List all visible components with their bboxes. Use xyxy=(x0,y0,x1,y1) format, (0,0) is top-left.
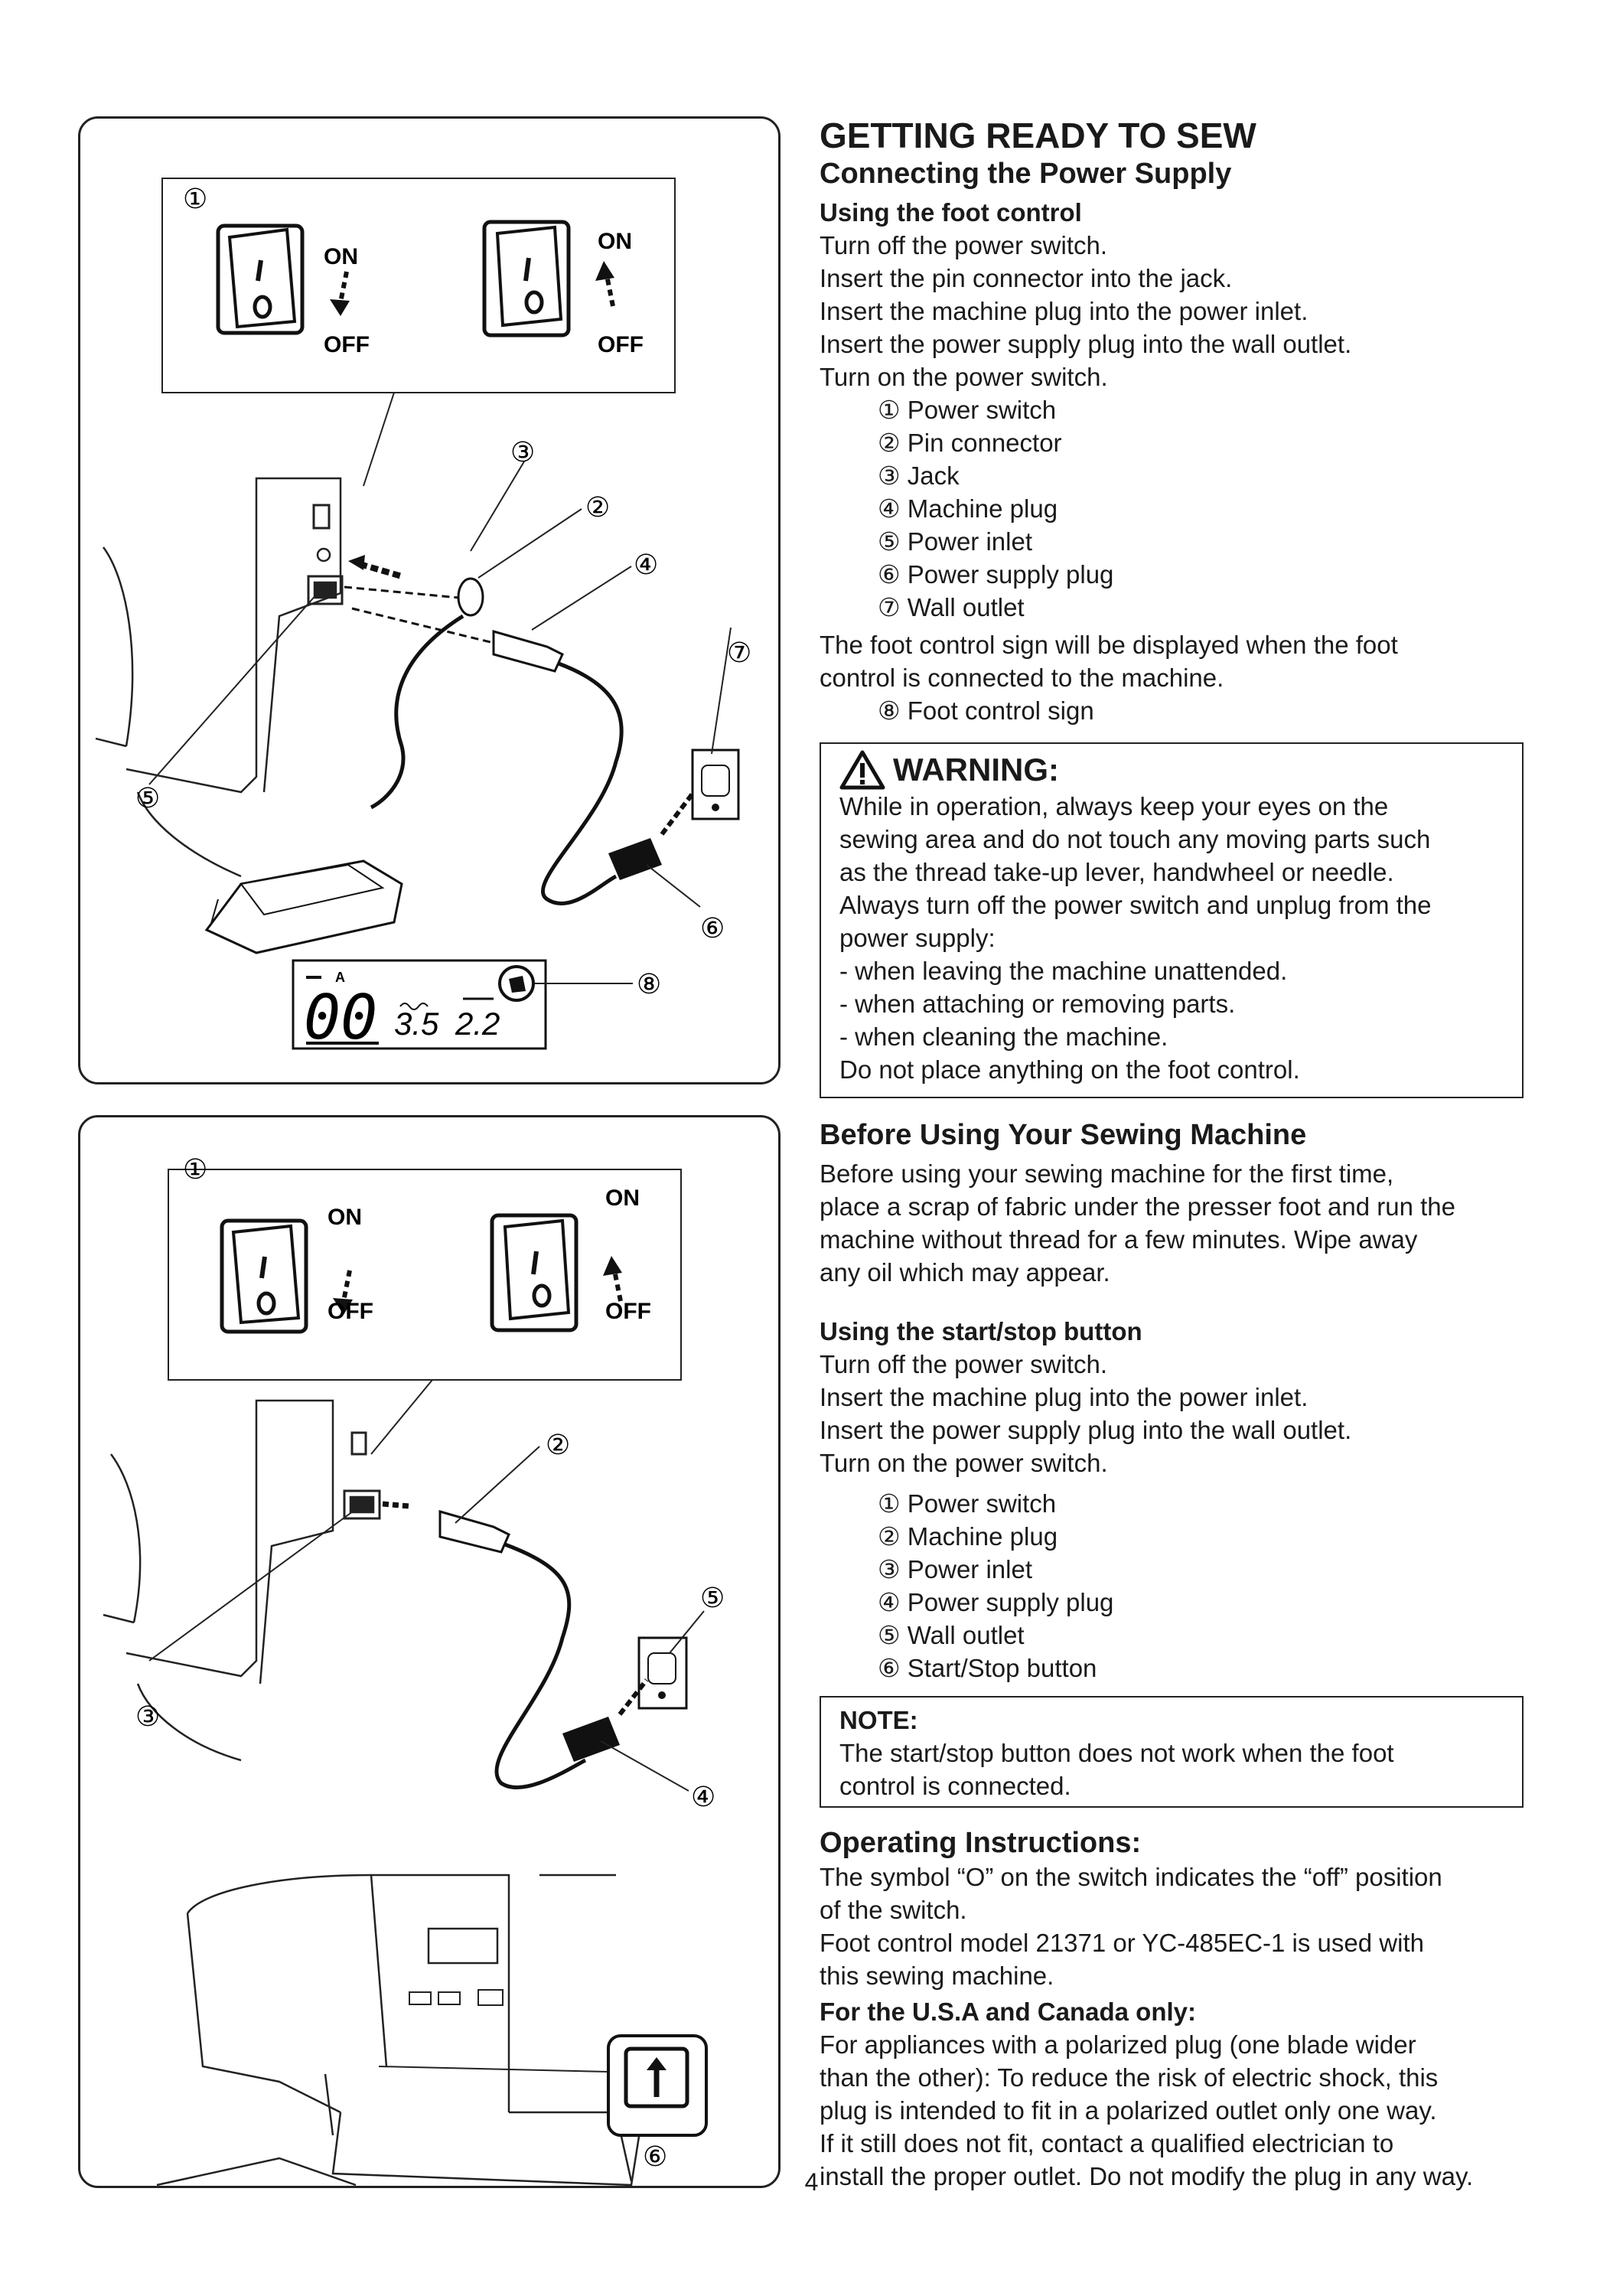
label-6: ⑥ xyxy=(700,913,725,944)
part-item: ③ Jack xyxy=(878,461,960,490)
step: Insert the power supply plug into the wall outlet. xyxy=(820,1416,1352,1444)
before-using-line: Before using your sewing machine for the first time, xyxy=(820,1159,1394,1188)
warning-box xyxy=(820,742,1524,1098)
step: Turn off the power switch. xyxy=(820,1350,1108,1378)
before-using-line: any oil which may appear. xyxy=(820,1258,1110,1287)
power-switch-on-icon xyxy=(484,222,614,335)
warning-line: While in operation, always keep your eyes on the xyxy=(839,792,1389,820)
part-item: ① Power switch xyxy=(878,1489,1057,1518)
fig2-switch-off: OFF xyxy=(328,1299,373,1324)
pin-connector-icon xyxy=(344,579,483,615)
label-8: ⑧ xyxy=(637,969,662,1000)
fig2-label-3: ③ xyxy=(135,1701,161,1733)
label-3: ③ xyxy=(510,437,536,468)
fig2-label-2: ② xyxy=(546,1430,571,1461)
operating-line: of the switch. xyxy=(820,1896,967,1924)
fig2-switch-on: ON xyxy=(328,1205,362,1230)
switch-off-label-2: OFF xyxy=(598,332,644,357)
lcd-mode-label: A xyxy=(335,970,345,985)
part-item: ② Pin connector xyxy=(878,429,1062,457)
part-item: ③ Power inlet xyxy=(878,1555,1032,1583)
operating-line: this sewing machine. xyxy=(820,1962,1054,1990)
before-using-line: machine without thread for a few minutes. Wipe away xyxy=(820,1225,1418,1254)
warning-line: Always turn off the power switch and unplug from the xyxy=(839,891,1432,919)
operating-section xyxy=(820,1825,1585,2193)
power-switch-off-icon xyxy=(218,226,350,333)
warning-line: power supply: xyxy=(839,924,996,952)
part-item: ② Machine plug xyxy=(878,1522,1058,1551)
operating-line: Foot control model 21371 or YC-485EC-1 is used with xyxy=(820,1929,1424,1957)
step: Turn off the power switch. xyxy=(820,231,1108,259)
step: Turn on the power switch. xyxy=(820,1449,1108,1477)
page-title: GETTING READY TO SEW xyxy=(820,116,1256,155)
sign-note: The foot control sign will be displayed when the foot xyxy=(820,631,1398,659)
note-box xyxy=(820,1696,1524,1808)
usa-line: than the other): To reduce the risk of electric shock, this xyxy=(820,2063,1439,2092)
power-supply-plug-icon-2 xyxy=(562,1680,647,1762)
fig2-switch-on-2: ON xyxy=(605,1186,640,1211)
fig2-switch-off-2: OFF xyxy=(605,1299,651,1324)
warning-title-text: WARNING: xyxy=(893,752,1059,788)
note-line: control is connected. xyxy=(839,1772,1071,1800)
fig2-label-4: ④ xyxy=(691,1782,716,1813)
switch-on-label: ON xyxy=(324,244,358,269)
warning-line: - when leaving the machine unattended. xyxy=(839,957,1288,985)
part-item: ④ Power supply plug xyxy=(878,1588,1114,1616)
step: Insert the pin connector into the jack. xyxy=(820,264,1233,292)
step: Turn on the power switch. xyxy=(820,363,1108,391)
fig2-label-5: ⑤ xyxy=(700,1583,725,1614)
figure-start-stop-panel xyxy=(78,1115,781,2188)
operating-heading: Operating Instructions: xyxy=(820,1827,1142,1859)
before-using-section xyxy=(820,1117,1585,1289)
power-switch-on-icon-2 xyxy=(492,1215,622,1330)
foot-control-diagram xyxy=(80,119,781,1084)
fig2-label-6: ⑥ xyxy=(643,2141,668,2173)
sewing-machine-side-outline xyxy=(96,478,342,876)
start-stop-button-icon xyxy=(608,2036,706,2135)
usa-line: install the proper outlet. Do not modify the plug in any way. xyxy=(820,2162,1474,2190)
label-7: ⑦ xyxy=(727,638,752,669)
wall-outlet-icon xyxy=(693,750,738,819)
part-item: ⑤ Power inlet xyxy=(878,527,1032,556)
note-title: NOTE: xyxy=(839,1706,918,1734)
part-item: ⑤ Wall outlet xyxy=(878,1621,1025,1649)
start-stop-heading: Using the start/stop button xyxy=(820,1317,1142,1345)
warning-triangle-icon xyxy=(839,750,885,790)
figure-foot-control-panel xyxy=(78,116,781,1084)
warning-line: - when cleaning the machine. xyxy=(839,1022,1168,1051)
part-item: ⑥ Start/Stop button xyxy=(878,1654,1097,1682)
page-number: 4 xyxy=(804,2168,819,2196)
part-item: ⑧ Foot control sign xyxy=(878,696,1094,725)
note-line: The start/stop button does not work when the foot xyxy=(839,1739,1394,1767)
usa-line: plug is intended to fit in a polarized outlet only one way. xyxy=(820,2096,1437,2125)
part-item: ④ Machine plug xyxy=(878,494,1058,523)
lcd-pattern-number: 00 xyxy=(304,982,378,1053)
operating-line: The symbol “O” on the switch indicates the “off” position xyxy=(820,1863,1442,1891)
part-item: ① Power switch xyxy=(878,396,1057,424)
switch-on-label-2: ON xyxy=(598,229,632,254)
step: Insert the power supply plug into the wall outlet. xyxy=(820,330,1352,358)
before-using-heading: Before Using Your Sewing Machine xyxy=(820,1119,1307,1151)
usa-line: If it still does not fit, contact a qualified electrician to xyxy=(820,2129,1394,2157)
start-stop-section xyxy=(820,1315,1585,1684)
before-using-line: place a scrap of fabric under the presser foot and run the xyxy=(820,1192,1455,1221)
warning-line: - when attaching or removing parts. xyxy=(839,990,1236,1018)
sewing-machine-front-view xyxy=(157,1875,643,2185)
switch-off-label: OFF xyxy=(324,332,370,357)
warning-line: Do not place anything on the foot control. xyxy=(839,1055,1300,1084)
step: Insert the machine plug into the power inlet. xyxy=(820,297,1309,325)
sign-note: control is connected to the machine. xyxy=(820,664,1224,692)
part-item: ⑦ Wall outlet xyxy=(878,593,1025,621)
section-subtitle: Connecting the Power Supply xyxy=(820,158,1232,190)
usa-line: For appliances with a polarized plug (one blade wider xyxy=(820,2030,1416,2059)
lcd-length-value: 2.2 xyxy=(455,1006,500,1042)
step: Insert the machine plug into the power inlet. xyxy=(820,1383,1309,1411)
fig2-label-1: ① xyxy=(183,1154,208,1186)
lcd-width-value: 3.5 xyxy=(394,1006,439,1042)
wall-outlet-icon-2 xyxy=(639,1638,686,1708)
machine-plug-icon-2 xyxy=(440,1512,509,1552)
label-2: ② xyxy=(585,492,611,523)
warning-title xyxy=(839,750,1504,790)
label-4: ④ xyxy=(634,550,659,581)
label-1: ① xyxy=(183,184,208,215)
warning-line: as the thread take-up lever, handwheel or needle. xyxy=(839,858,1394,886)
label-5: ⑤ xyxy=(135,783,161,814)
foot-control-heading: Using the foot control xyxy=(820,198,1082,227)
usa-heading: For the U.S.A and Canada only: xyxy=(820,1998,1196,2026)
lcd-display xyxy=(293,960,546,1053)
part-item: ⑥ Power supply plug xyxy=(878,560,1114,589)
warning-line: sewing area and do not touch any moving parts such xyxy=(839,825,1431,853)
start-stop-diagram xyxy=(80,1117,781,2188)
connecting-power-section xyxy=(820,115,1585,727)
